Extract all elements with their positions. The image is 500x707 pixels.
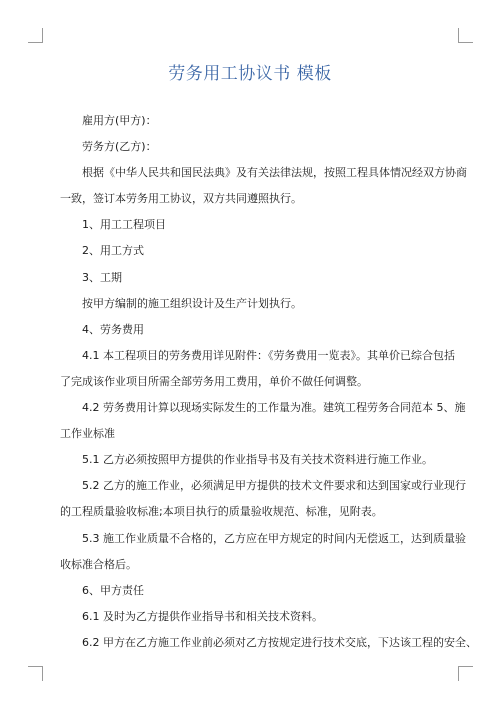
clause-4-1-line-1: 4.1 本工程项目的劳务费用详见附件：《劳务费用一览表》。其单价已综合包括 — [82, 348, 455, 362]
clause-6-2-line-1: 6.2 甲方在乙方施工作业前必须对乙方按规定进行技术交底，下达该工程的安全、 — [82, 635, 477, 649]
clause-6-1: 6.1 及时为乙方提供作业指导书和相关技术资料。 — [82, 609, 323, 623]
section-3-text: 按甲方编制的施工组织设计及生产计划执行。 — [82, 296, 302, 310]
clause-4-2-line-1: 4.2 劳务费用计算以现场实际发生的工作量为准。建筑工程劳务合同范本 5、施 — [82, 401, 466, 415]
document-body — [60, 108, 477, 656]
document-title: 劳务用工协议书 模板 — [168, 64, 332, 84]
party-a-line: 雇用方(甲方)： — [82, 114, 157, 127]
clause-5-1: 5.1 乙方必须按照甲方提供的作业指导书及有关技术资料进行施工作业。 — [82, 453, 433, 467]
clause-4-2-line-2: 工作业标准 — [60, 427, 115, 441]
section-2-heading: 2、用工方式 — [82, 244, 144, 258]
preamble-line-2: 一致，签订本劳务用工协议，双方共同遵照执行。 — [60, 192, 302, 206]
party-b-line: 劳务方(乙方)： — [82, 140, 157, 154]
clause-5-3-line-2: 收标准合格后。 — [60, 557, 137, 571]
clause-5-2-line-1: 5.2 乙方的施工作业，必须满足甲方提供的技术文件要求和达到国家或行业现行 — [82, 479, 466, 493]
crop-mark-bottom-left — [28, 666, 43, 681]
section-1-heading: 1、用工工程项目 — [82, 218, 166, 232]
clause-5-2-line-2: 的工程质量验收标准;本项目执行的质量验收规范、标准，见附表。 — [60, 505, 383, 519]
clause-4-1-line-2: 了完成该作业项目所需全部劳务用工费用，单价不做任何调整。 — [60, 374, 368, 388]
crop-mark-top-left — [28, 28, 43, 43]
clause-5-3-line-1: 5.3 施工作业质量不合格的，乙方应在甲方规定的时间内无偿返工，达到质量验 — [82, 531, 466, 545]
crop-mark-top-right — [458, 28, 473, 43]
preamble-line-1: 根据《中华人民共和国民法典》及有关法律法规，按照工程具体情况经双方协商 — [82, 166, 467, 180]
crop-mark-bottom-right — [458, 666, 473, 681]
section-6-heading: 6、甲方责任 — [82, 583, 144, 597]
section-3-heading: 3、工期 — [82, 270, 122, 284]
section-4-heading: 4、劳务费用 — [82, 322, 144, 336]
